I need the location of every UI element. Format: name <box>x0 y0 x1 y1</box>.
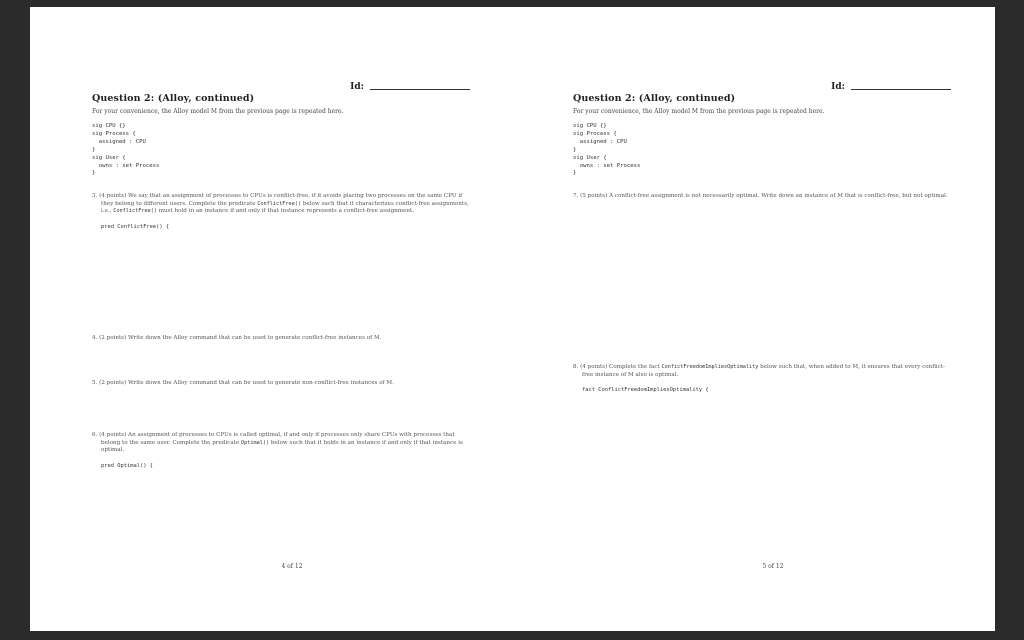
question-item-8 <box>573 364 953 395</box>
alloy-model-code: sig CPU {} sig Process { assigned : CPU } sig User { owns : set Process } <box>92 123 160 177</box>
document-viewer <box>30 7 995 631</box>
item-text: 7. (5 points) A conflict-free assignment is not necessarily optimal. Write down an instance of M that is conflict-free, but not optimal. <box>573 193 948 199</box>
item-code: ConflictFree() <box>257 200 302 207</box>
id-blank-line <box>851 81 951 90</box>
question-title: Question 2: (Alloy, continued) <box>573 93 736 104</box>
item-code: ConfictFreedomImpliesOptimality <box>661 364 759 370</box>
id-blank-line <box>370 81 470 90</box>
item-text: below such that it holds in an instance if and only if that instance is optimal. <box>101 439 463 454</box>
question-item-6 <box>92 432 472 470</box>
id-label: Id: <box>831 82 845 92</box>
item-text: below such that, when added to M, it ensures that every conflict-free instance of M also is optimal. <box>582 364 945 378</box>
question-item-7 <box>573 193 953 201</box>
question-item-4 <box>92 335 472 343</box>
page-number: 4 of 12 <box>281 563 303 570</box>
item-code: Optimal() <box>241 439 270 446</box>
alloy-model-code: sig CPU {} sig Process { assigned : CPU } sig User { owns : set Process } <box>573 123 641 177</box>
intro-text: For your convenience, the Alloy model M from the previous page is repeated here. <box>573 108 825 115</box>
code-snippet: pred ConflictFree() { <box>101 223 170 230</box>
page-4 <box>92 7 492 631</box>
question-item-5 <box>92 380 472 388</box>
item-text: must hold in an instance if and only if that instance represents a conflict-free assignment. <box>156 208 415 215</box>
page-number: 5 of 12 <box>762 563 784 570</box>
item-text: 8. (4 points) Complete the fact <box>573 364 662 370</box>
question-title: Question 2: (Alloy, continued) <box>92 93 255 104</box>
id-field <box>831 81 951 92</box>
item-text: 5. (2 points) Write down the Alloy command that can be used to generate non-conflict-free instances of M. <box>92 380 394 386</box>
item-text: 6. (4 points) An assignment of processes to CPUs is called optimal, if and only if processes only share CPUs with processes that belong to the same user. Complete the predicate <box>92 432 455 446</box>
question-item-3 <box>92 193 472 231</box>
item-text: 4. (2 points) Write down the Alloy command that can be used to generate conflict-free instances of M. <box>92 335 382 341</box>
intro-text: For your convenience, the Alloy model M from the previous page is repeated here. <box>92 108 344 115</box>
item-text: 3. (4 points) We say that an assignment of processes to CPUs is conflict-free, if it avoids placing two processes on the same CPU if they belong to different users. Complete the predicate <box>92 193 463 207</box>
id-label: Id: <box>350 82 364 92</box>
code-snippet: fact ConflictFreedomImpliesOptimality { <box>582 387 709 394</box>
item-code: ConflictFree() <box>113 208 157 215</box>
code-snippet: pred Optimal() { <box>101 462 153 469</box>
id-field <box>350 81 470 92</box>
item-text: below such that it characterizes conflict-free assignments, i.e., <box>101 200 469 215</box>
page-5 <box>573 7 973 631</box>
